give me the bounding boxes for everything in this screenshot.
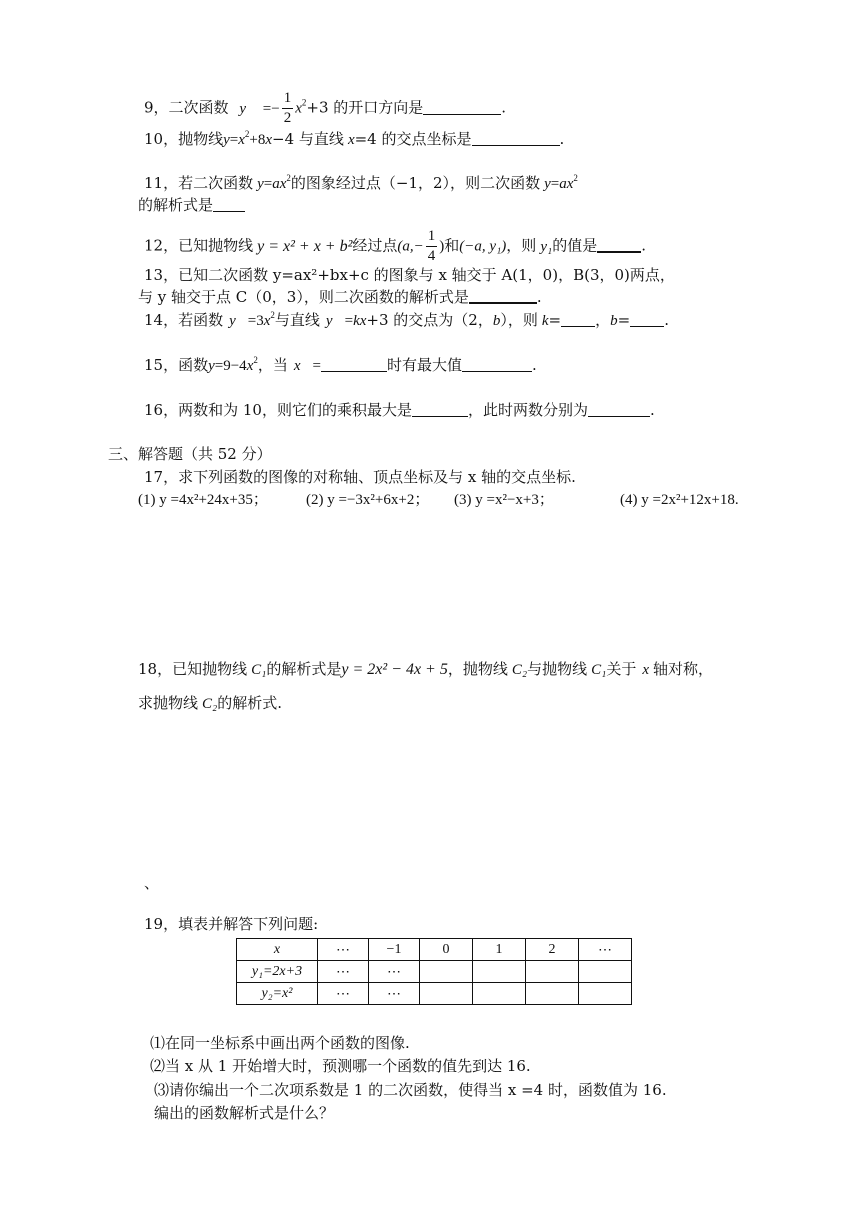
q19-sub-3: ⑶请你编出一个二次项系数是 1 的二次函数，使得当 x =4 时，函数值为 16. (154, 1081, 667, 1099)
question-15: 15，函数$y=9-4x^2$，当 x = 时有最大值 . (144, 355, 537, 374)
table-cell-blank[interactable] (420, 983, 473, 1005)
question-9: 9，二次函数 y =− $\frac{1}{2}$ $x^2+3$ 的开口方向是 . (144, 90, 507, 126)
answer-blank[interactable] (561, 312, 595, 327)
table-header-cell: 0 (420, 939, 473, 961)
question-11-line-2: 的解析式是 (138, 195, 245, 215)
question-12: 12，已知抛物线 y = x² + x + b²经过点(a,− $\frac{1}{4}$ )和(−a, y₁)，则 y₁的值是 . (144, 228, 646, 264)
question-13: 13，已知二次函数 y=ax²+bx+c 的图象与 x 轴交于 A(1，0)，B(3，0)两点， (144, 266, 675, 284)
q19-sub-2: ⑵当 x 从 1 开始增大时，预测哪一个函数的值先到达 16. (150, 1057, 531, 1075)
q17-item-2: (2) y =−3x²+6x+2； (306, 492, 430, 508)
table-cell: ⋯ (318, 983, 369, 1005)
stray-mark: 、 (144, 874, 160, 892)
question-14: 14，若函数 $y =3x^2$与直线 y =kx+3 的交点为（2，b），则 k= ，b= . (144, 310, 669, 329)
answer-blank[interactable] (469, 288, 537, 304)
q17-item-1: (1) y =4x²+24x+35； (138, 492, 268, 508)
q19-sub-1: ⑴在同一坐标系中画出两个函数的图像. (150, 1034, 410, 1052)
section-heading: 三、解答题（共 52 分） (108, 445, 272, 463)
question-16: 16，两数和为 10，则它们的乘积最大是 ，此时两数分别为 . (144, 401, 655, 419)
value-table (236, 938, 632, 1005)
q17-item-3: (3) y =x²−x+3； (454, 492, 554, 508)
question-10: 10，抛物线$y=x^2+8x-4$ 与直线 x=4 的交点坐标是 . (144, 129, 565, 148)
table-cell-blank[interactable] (526, 983, 579, 1005)
table-cell: ⋯ (318, 961, 369, 983)
table-cell-blank[interactable] (579, 961, 632, 983)
answer-blank[interactable] (462, 357, 532, 372)
table-row (237, 961, 632, 983)
table-cell-blank[interactable] (473, 961, 526, 983)
answer-blank[interactable] (597, 237, 641, 253)
fraction-one-half: $\frac{1}{2}$ (283, 90, 292, 126)
table-row-header (237, 939, 632, 961)
question-19: 19，填表并解答下列问题: (144, 915, 319, 933)
table-cell-blank[interactable] (526, 961, 579, 983)
table-header-cell: 2 (526, 939, 579, 961)
table-header-cell: ⋯ (318, 939, 369, 961)
table-header-cell: −1 (369, 939, 420, 961)
table-cell-blank[interactable] (473, 983, 526, 1005)
table-header-cell: ⋯ (579, 939, 632, 961)
question-13-line-2: 与 y 轴交于点 C（0，3），则二次函数的解析式是 . (138, 288, 542, 306)
question-18: 18，已知抛物线 C₁的解析式是y = 2x² − 4x + 5，抛物线 C₂与抛物线 C₁关于 x 轴对称， (138, 660, 714, 678)
table-cell: ⋯ (369, 961, 420, 983)
table-header-cell: x (237, 939, 318, 961)
answer-blank[interactable] (588, 402, 650, 417)
table-row (237, 983, 632, 1005)
row-label-y2: y₂=x² (237, 983, 318, 1005)
answer-blank[interactable] (321, 357, 387, 372)
answer-blank[interactable] (472, 131, 560, 146)
row-label-y1: y₁=2x+3 (237, 961, 318, 983)
table-cell: ⋯ (369, 983, 420, 1005)
answer-blank[interactable] (412, 402, 468, 417)
answer-blank[interactable] (630, 312, 664, 327)
question-17: 17，求下列函数的图像的对称轴、顶点坐标及与 x 轴的交点坐标. (144, 468, 576, 486)
q17-item-4: (4) y =2x²+12x+18. (620, 492, 739, 508)
q19-sub-4: 编出的函数解析式是什么？ (154, 1104, 335, 1122)
table-header-cell: 1 (473, 939, 526, 961)
question-18-line-2: 求抛物线 C₂的解析式. (138, 694, 283, 712)
answer-blank[interactable] (213, 197, 245, 212)
fraction-one-quarter: $\frac{1}{4}$ (427, 228, 436, 264)
question-11: 11，若二次函数 $y=ax^2$的图象经过点（−1，2），则二次函数 $y=ax^2$ (144, 173, 578, 192)
table-cell-blank[interactable] (579, 983, 632, 1005)
answer-blank[interactable] (423, 100, 501, 115)
table-cell-blank[interactable] (420, 961, 473, 983)
